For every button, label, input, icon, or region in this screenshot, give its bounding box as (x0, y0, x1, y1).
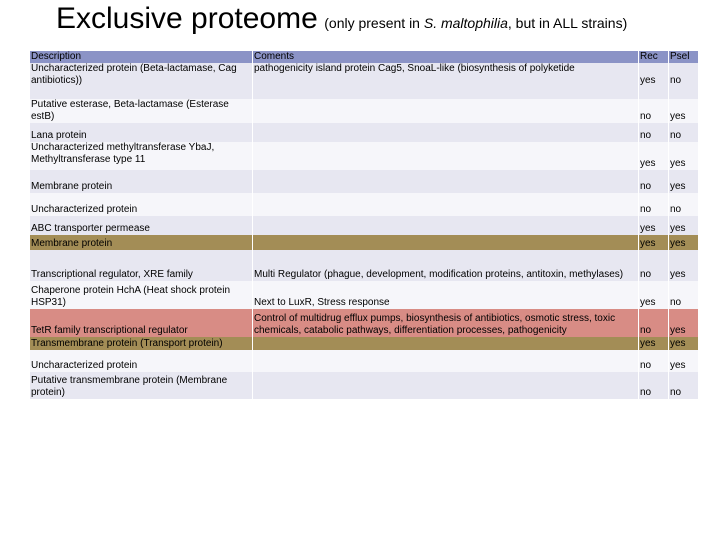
cell-rec: yes (638, 216, 668, 235)
table-row (30, 350, 698, 372)
table-row (30, 216, 698, 235)
cell-rec: yes (638, 235, 668, 250)
cell-psel: yes (668, 170, 698, 193)
cell-description: Lana protein (30, 123, 252, 142)
cell-psel: no (668, 281, 698, 309)
cell-description: Uncharacterized protein (Beta-lactamase, Cag antibiotics)) (30, 63, 252, 99)
cell-rec: yes (638, 142, 668, 170)
table-row (30, 235, 698, 250)
header-comments: Coments (252, 51, 638, 63)
cell-description: Uncharacterized protein (30, 193, 252, 216)
cell-rec: no (638, 309, 668, 337)
cell-description: Membrane protein (30, 235, 252, 250)
cell-comments: Next to LuxR, Stress response (252, 281, 638, 309)
cell-description: Chaperone protein HchA (Heat shock protein HSP31) (30, 281, 252, 309)
cell-description: TetR family transcriptional regulator (30, 309, 252, 337)
cell-rec: no (638, 170, 668, 193)
cell-psel: yes (668, 235, 698, 250)
cell-psel: yes (668, 337, 698, 350)
title-main: Exclusive proteome (56, 2, 318, 35)
table-row (30, 123, 698, 142)
cell-comments (252, 142, 638, 170)
subtitle-suffix: , but in ALL strains) (507, 15, 628, 31)
cell-description: Putative esterase, Beta-lactamase (Esterase estB) (30, 99, 252, 123)
cell-psel: no (668, 372, 698, 399)
cell-psel: yes (668, 142, 698, 170)
cell-rec: no (638, 250, 668, 281)
cell-comments (252, 350, 638, 372)
slide-title (56, 2, 627, 36)
table-row (30, 170, 698, 193)
cell-description: Putative transmembrane protein (Membrane protein) (30, 372, 252, 399)
cell-description: Membrane protein (30, 170, 252, 193)
cell-psel: yes (668, 350, 698, 372)
cell-description: Transcriptional regulator, XRE family (30, 250, 252, 281)
cell-psel: no (668, 63, 698, 99)
cell-rec: no (638, 123, 668, 142)
cell-psel: no (668, 123, 698, 142)
table-row (30, 281, 698, 309)
cell-comments (252, 170, 638, 193)
cell-description: Uncharacterized protein (30, 350, 252, 372)
header-rec: Rec (638, 51, 668, 63)
table-row (30, 63, 698, 99)
cell-comments: Multi Regulator (phague, development, modification proteins, antitoxin, methylases) (252, 250, 638, 281)
cell-comments: pathogenicity island protein Cag5, SnoaL-like (biosynthesis of polyketide (252, 63, 638, 99)
cell-comments (252, 123, 638, 142)
cell-comments (252, 235, 638, 250)
title-subtitle (324, 15, 627, 31)
cell-description: Uncharacterized methyltransferase YbaJ, Methyltransferase type 11 (30, 142, 252, 170)
table-row (30, 250, 698, 281)
table-row (30, 337, 698, 350)
header-psel: Psel (668, 51, 698, 63)
cell-comments (252, 337, 638, 350)
cell-rec: no (638, 99, 668, 123)
cell-rec: yes (638, 281, 668, 309)
cell-description: ABC transporter permease (30, 216, 252, 235)
cell-rec: no (638, 372, 668, 399)
table-row (30, 99, 698, 123)
cell-rec: yes (638, 337, 668, 350)
cell-description: Transmembrane protein (Transport protein) (30, 337, 252, 350)
subtitle-species: S. maltophilia (423, 15, 508, 31)
cell-comments (252, 216, 638, 235)
cell-comments (252, 372, 638, 399)
cell-rec: no (638, 350, 668, 372)
cell-psel: no (668, 193, 698, 216)
table-row (30, 142, 698, 170)
header-description: Description (30, 51, 252, 63)
table-row (30, 193, 698, 216)
cell-psel: yes (668, 250, 698, 281)
cell-comments: Control of multidrug efflux pumps, biosynthesis of antibiotics, osmotic stress, toxic chemicals, catabolic pathways, differentiation processes, pathogenicity (252, 309, 638, 337)
cell-psel: yes (668, 216, 698, 235)
cell-rec: no (638, 193, 668, 216)
exclusive-proteome-table (30, 51, 698, 399)
table-header-row (30, 51, 698, 63)
cell-rec: yes (638, 63, 668, 99)
cell-psel: yes (668, 309, 698, 337)
cell-comments (252, 193, 638, 216)
cell-psel: yes (668, 99, 698, 123)
table-row (30, 372, 698, 399)
subtitle-prefix: (only present in (324, 15, 420, 31)
table-row (30, 309, 698, 337)
cell-comments (252, 99, 638, 123)
